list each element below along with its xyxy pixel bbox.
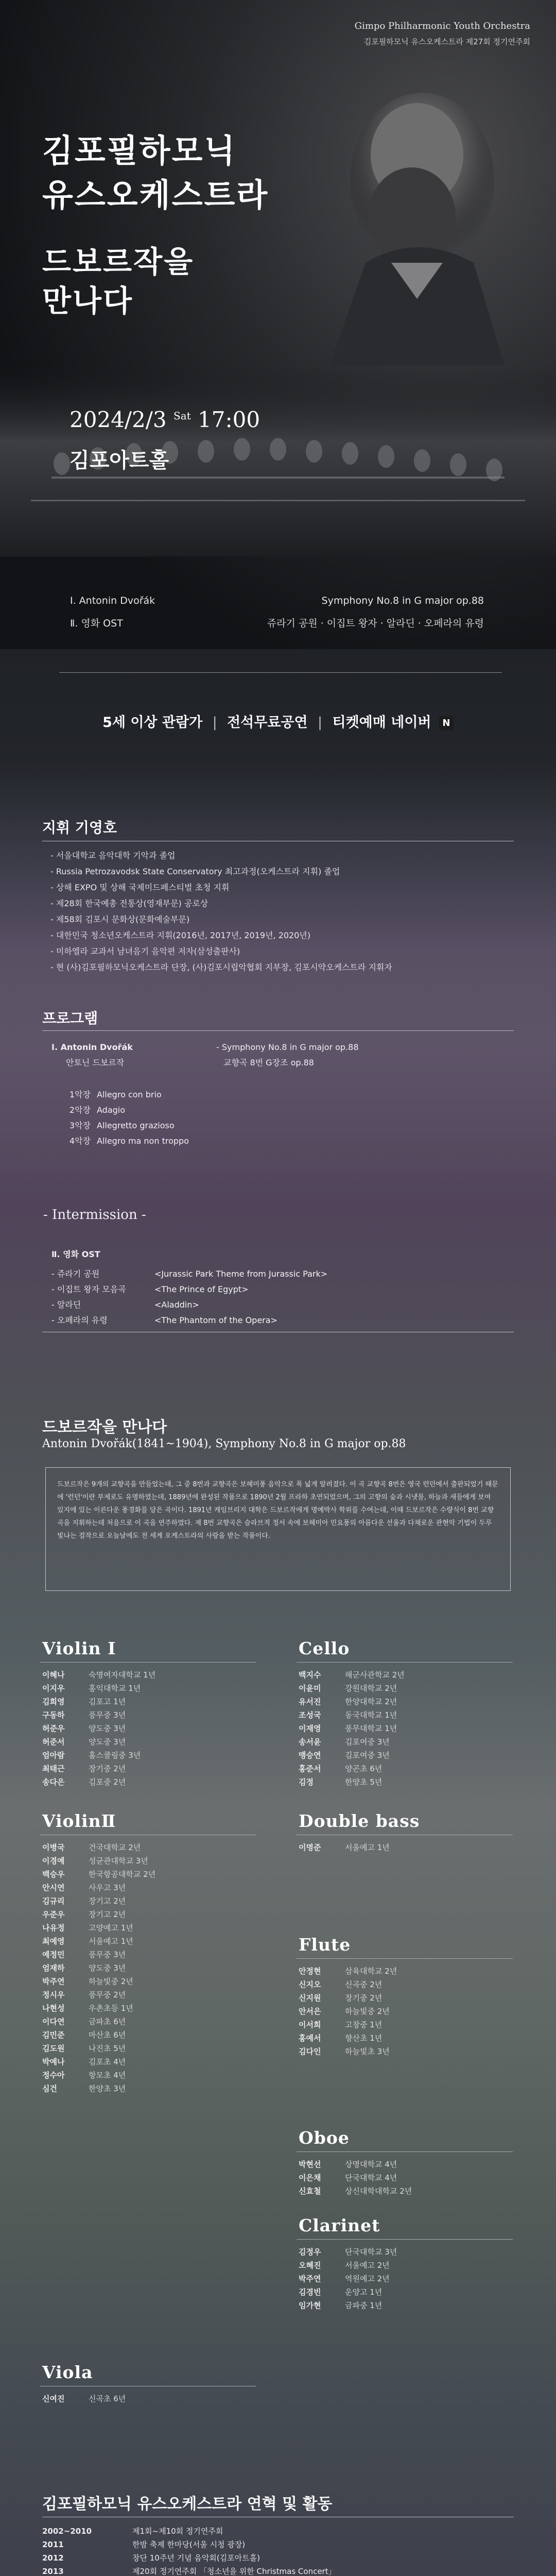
player-list — [42, 1841, 155, 2095]
history-year: 2013 — [42, 2567, 64, 2576]
conductor-bio-list — [50, 848, 392, 975]
player-name: 홍준서 — [299, 1764, 321, 1773]
instrument-divider — [297, 1958, 513, 1959]
player-name: 허준우 — [42, 1724, 65, 1733]
player-name: 예정민 — [42, 1950, 65, 1959]
player-name: 우준우 — [42, 1910, 65, 1919]
ost-item — [51, 1282, 327, 1297]
player-row — [299, 1964, 397, 1978]
intermission: - Intermission - — [43, 1207, 146, 1223]
player-name: 정수아 — [42, 2071, 65, 2080]
player-school: 신곡초 6년 — [89, 2394, 126, 2403]
bio-item: - 제58회 김포시 문화상(문화예술부문) — [50, 914, 190, 924]
player-name: 최예영 — [42, 1937, 65, 1946]
org-name-kr: 김포필하모닉 유스오케스트라 제27회 정기연주회 — [363, 37, 530, 46]
player-school: 김포여중 3년 — [345, 1737, 390, 1747]
player-name: 김정우 — [299, 2247, 321, 2257]
concert-subtitle — [42, 242, 194, 320]
player-name: 이재영 — [299, 1724, 321, 1733]
instrument-divider — [297, 2239, 513, 2240]
conductor-heading: 지휘 기영호 — [42, 819, 117, 836]
instrument-heading: Clarinet — [299, 2215, 380, 2235]
separator: | — [212, 715, 217, 731]
player-name: 김다인 — [299, 2047, 321, 2056]
player-school: 김포여중 3년 — [345, 1751, 390, 1760]
instrument-divider — [297, 1662, 513, 1663]
movement-name: Allegro con brio — [97, 1090, 162, 1099]
player-row — [42, 1921, 155, 1935]
hero-program-2-left: Ⅱ. 영화 OST — [70, 618, 123, 629]
player-school: 서울예고 1년 — [89, 1937, 133, 1946]
instrument-heading: Cello — [299, 1638, 350, 1658]
hero-program-1-right: Symphony No.8 in G major op.88 — [321, 595, 484, 606]
history-list — [42, 2524, 426, 2576]
player-school: 고양예고 1년 — [89, 1923, 133, 1933]
player-list — [299, 1841, 390, 1854]
player-name: 이병국 — [42, 1843, 65, 1852]
player-name: 김정 — [299, 1777, 314, 1787]
player-school: 풍무대학교 1년 — [345, 1724, 397, 1733]
part1-title: Ⅰ. Antonin Dvořák — [51, 1042, 133, 1052]
player-school: 신곡중 2년 — [345, 1980, 383, 1989]
player-name: 유서진 — [299, 1697, 321, 1706]
part1-work-kr: 교향곡 8번 G장조 op.88 — [223, 1058, 314, 1067]
player-row — [299, 2158, 412, 2171]
player-school: 상신대학대학교 2년 — [345, 2187, 412, 2196]
player-row — [42, 2055, 155, 2069]
movement-name: Allegretto grazioso — [97, 1121, 175, 1130]
player-row — [299, 1695, 405, 1708]
player-school: 고창중 1년 — [345, 2020, 383, 2029]
player-row — [42, 2042, 155, 2055]
ost-film: - 쥬라기 공원 — [51, 1269, 100, 1279]
player-school: 한양대학교 2년 — [345, 1697, 397, 1706]
player-school: 장기고 2년 — [89, 1896, 126, 1906]
free-admission: 전석무료공연 — [227, 715, 308, 731]
player-row — [42, 1935, 155, 1948]
ost-film: - 알라딘 — [51, 1300, 81, 1310]
player-school: 동국대학교 1년 — [345, 1710, 397, 1720]
bio-item: - 미하엘라 교과서 남녀음기 음악편 저자(삼성출판사) — [50, 946, 240, 956]
player-school: 장기중 2년 — [345, 1993, 383, 2003]
player-name: 김도원 — [42, 2044, 65, 2053]
concert-title — [42, 129, 269, 217]
player-school: 건국대학교 2년 — [89, 1843, 141, 1852]
player-row — [299, 1735, 405, 1749]
history-year: 2011 — [42, 2540, 64, 2549]
history-text: 한밤 축제 한마당(서울 시청 광장) — [132, 2540, 246, 2549]
player-row — [299, 1978, 397, 1991]
player-name: 신여진 — [42, 2394, 65, 2403]
player-name: 백승우 — [42, 1870, 65, 1879]
player-school: 역원예고 2년 — [345, 2274, 390, 2283]
player-name: 엄재하 — [42, 1963, 65, 1973]
concert-venue: 김포아트홀 — [70, 449, 169, 472]
player-row — [42, 2082, 155, 2095]
player-row — [299, 2285, 397, 2299]
player-school: 항모초 4년 — [89, 2071, 126, 2080]
player-list — [42, 2392, 126, 2405]
player-school: 마산초 6년 — [89, 2030, 126, 2040]
player-school: 한양초 5년 — [345, 1777, 383, 1787]
player-row — [42, 1908, 155, 1921]
movement-item — [51, 1103, 189, 1118]
player-row — [42, 1682, 155, 1695]
player-row — [299, 1708, 405, 1722]
ost-item — [51, 1297, 327, 1313]
player-name: 신지원 — [299, 1993, 321, 2003]
player-row — [42, 1735, 155, 1749]
player-row — [42, 2015, 155, 2028]
player-name: 조성국 — [299, 1710, 321, 1720]
player-list — [299, 2245, 397, 2312]
player-name: 맹승연 — [299, 1751, 321, 1760]
player-school: 홍익대학교 1년 — [89, 1684, 141, 1693]
player-row — [299, 2272, 397, 2285]
player-name: 박현선 — [299, 2160, 321, 2169]
part1-subtitle: 안토닌 드보르작 — [66, 1058, 125, 1067]
player-name: 박주연 — [299, 2274, 321, 2283]
player-row — [299, 1722, 405, 1735]
movement-num: 3악장 — [69, 1121, 91, 1130]
player-list — [299, 1668, 405, 1789]
ost-film: - 오페라의 유령 — [51, 1315, 108, 1325]
movement-list — [51, 1087, 189, 1149]
player-row — [299, 2299, 397, 2312]
player-school: 김포고 1년 — [89, 1697, 126, 1706]
player-list — [299, 2158, 412, 2198]
player-school: 하늘빛중 2년 — [345, 2007, 390, 2016]
player-name: 김희영 — [42, 1697, 65, 1706]
player-school: 사우고 3년 — [89, 1883, 126, 1892]
hero-program-2-right: 쥬라기 공원 · 이집트 왕자 · 알라딘 · 오페라의 유령 — [267, 618, 484, 629]
player-row — [299, 2031, 397, 2045]
movement-num: 2악장 — [69, 1105, 91, 1115]
player-school: 금파초 6년 — [89, 2017, 126, 2026]
player-name: 이서희 — [299, 2020, 321, 2029]
player-school: 양도중 3년 — [89, 1724, 126, 1733]
org-name-en: Gimpo Philharmonic Youth Orchestra — [354, 21, 530, 31]
bio-item: - 서울대학교 음악대학 기악과 졸업 — [50, 851, 176, 860]
player-name: 송서윤 — [299, 1737, 321, 1747]
player-school: 나진초 5년 — [89, 2044, 126, 2053]
player-row — [299, 1775, 405, 1789]
title-line-2: 유스오케스트라 — [42, 176, 269, 214]
player-row — [42, 1868, 155, 1881]
instrument-divider — [297, 2151, 513, 2152]
player-row — [299, 1668, 405, 1682]
player-name: 정시우 — [42, 1990, 65, 1999]
player-name: 안시연 — [42, 1883, 65, 1892]
subtitle-line-1: 드보르작을 — [42, 244, 195, 279]
player-school: 단국대학교 4년 — [345, 2173, 397, 2182]
naver-icon[interactable]: N — [439, 716, 454, 731]
about-subheading: Antonin Dvořák(1841~1904), Symphony No.8 in G major op.88 — [42, 1437, 406, 1450]
history-heading: 김포필하모닉 유스오케스트라 연혁 및 활동 — [42, 2495, 333, 2513]
player-school: 서울예고 1년 — [345, 1843, 390, 1852]
player-row — [42, 1722, 155, 1735]
player-name: 오혜진 — [299, 2261, 321, 2270]
program-part-1-work — [216, 1040, 359, 1071]
instrument-heading: Double bass — [299, 1811, 420, 1831]
player-row — [42, 1854, 155, 1868]
age-limit: 5세 이상 관람가 — [102, 715, 203, 731]
player-school: 한국항공대학교 2년 — [89, 1870, 156, 1879]
player-school: 삼육대학교 2년 — [345, 1967, 397, 1976]
player-row — [299, 1682, 405, 1695]
ost-piece: <Aladdin> — [154, 1300, 199, 1310]
history-row — [42, 2524, 426, 2538]
player-school: 양도중 3년 — [89, 1963, 126, 1973]
player-list — [42, 1668, 155, 1789]
player-school: 하늘빛중 2년 — [89, 1977, 133, 1986]
title-line-1: 김포필하모닉 — [42, 132, 237, 170]
instrument-heading: ViolinⅡ — [42, 1811, 116, 1831]
movement-item — [51, 1133, 189, 1149]
part2-title: Ⅱ. 영화 OST — [51, 1249, 100, 1259]
movement-num: 4악장 — [69, 1136, 91, 1146]
player-row — [299, 1841, 390, 1854]
bio-item: - 상해 EXPO 및 상해 국제미드페스티벌 초청 지휘 — [50, 883, 230, 892]
history-year: 2012 — [42, 2553, 64, 2563]
player-name: 나유정 — [42, 1923, 65, 1933]
player-row — [42, 1988, 155, 2002]
player-name: 안서은 — [299, 2007, 321, 2016]
instrument-heading: Oboe — [299, 2128, 350, 2148]
subtitle-line-2: 만나다 — [42, 283, 134, 318]
player-school: 홈스쿨링중 3년 — [89, 1751, 141, 1760]
program-part-2 — [51, 1247, 327, 1328]
player-name: 이지우 — [42, 1684, 65, 1693]
player-school: 양곤초 6년 — [345, 1764, 383, 1773]
player-name: 안정현 — [299, 1967, 321, 1976]
player-school: 하늘빛초 3년 — [345, 2047, 390, 2056]
player-name: 이은채 — [299, 2173, 321, 2182]
player-name: 송다은 — [42, 1777, 65, 1787]
info-bar — [0, 711, 556, 731]
bio-item: - 대한민국 청소년오케스트라 지휘(2016년, 2017년, 2019년, 2020년) — [50, 930, 311, 940]
part1-work: - Symphony No.8 in G major op.88 — [216, 1042, 359, 1052]
instrument-heading: Viola — [42, 2362, 93, 2382]
player-school: 장기고 2년 — [89, 1910, 126, 1919]
player-row — [299, 2259, 397, 2272]
player-row — [42, 1841, 155, 1854]
player-school: 김포초 4년 — [89, 2057, 126, 2066]
dvorak-portrait-image — [288, 77, 535, 366]
player-row — [299, 1762, 405, 1775]
history-text: 창단 10주년 기념 음악회(김포아트홀) — [132, 2553, 260, 2563]
player-school: 단국대학교 3년 — [345, 2247, 397, 2257]
player-row — [42, 1975, 155, 1988]
player-name: 허준서 — [42, 1737, 65, 1747]
player-name: 이경예 — [42, 1856, 65, 1866]
ost-item — [51, 1266, 327, 1282]
player-name: 박주연 — [42, 1977, 65, 1986]
player-name: 신효철 — [299, 2187, 321, 2196]
player-row — [42, 1775, 155, 1789]
history-row — [42, 2538, 426, 2551]
player-name: 신지오 — [299, 1980, 321, 1989]
player-name: 홍예서 — [299, 2033, 321, 2043]
player-row — [42, 1749, 155, 1762]
date-day: Sat — [173, 410, 191, 422]
date-value: 2024/2/3 — [70, 407, 167, 432]
bio-item: - 현 (사)김포필하모닉오케스트라 단장, (사)김포시립악협회 지부장, 김포시약오케스트라 지휘자 — [50, 962, 392, 972]
hero-section — [0, 0, 556, 649]
ost-item — [51, 1313, 327, 1328]
player-row — [299, 2245, 397, 2259]
bio-item: - Russia Petrozavodsk State Conservatory 최고과정(오케스트라 지휘) 졸업 — [50, 867, 340, 876]
player-name: 이명준 — [299, 1843, 321, 1852]
instrument-heading: Flute — [299, 1935, 351, 1955]
player-school: 풍무중 3년 — [89, 1710, 126, 1720]
history-year: 2002~2010 — [42, 2527, 92, 2536]
ost-piece: <The Phantom of the Opera> — [154, 1315, 277, 1325]
player-name: 김경빈 — [299, 2287, 321, 2297]
player-name: 이윤미 — [299, 1684, 321, 1693]
history-text: 제20회 정기연주회 「청소년을 위한 Christmas Concert」 — [132, 2567, 336, 2576]
program-part-1 — [51, 1040, 133, 1071]
section-divider — [42, 1030, 514, 1031]
player-school: 운양고 1년 — [345, 2287, 383, 2297]
movement-num: 1악장 — [69, 1090, 91, 1099]
player-row — [42, 1948, 155, 1961]
about-text-box: 드보르작은 9개의 교향곡을 만들었는데, 그 중 8번과 교향곡은 보헤미풍 음악으로 폭 넓게 알려졌다. 이 곡 교향곡 8번은 영국 런던에서 출판되었기 때문에 '런던'이란 부제로도 유명하였는데, 1889년에 완성된 작품으로 1890년 2월 프라하 초연되었으며, 그의 고향의 숲과 시냇물, 하늘과 새들에게 보여 있지에 있는 이른다운 풍경화를 담은 곡이다. 1891년 케임브리지 대학은 드보르작에게 명예박사 학위를 수여는데, 이때 드보르작은 수량식이 8번 교향곡을 지휘하는데 처음으로 이 곡을 연주하였다. 제 8번 교향곡은 슬라브적 정서 속에 보헤미아 민요풍의 아름다운 선율과 다채로운 관현악 기법이 두루 빛나는 걸작으로 오늘날에도 전 세계 오케스트라의 사랑을 받는 작품이다. — [45, 1467, 511, 1591]
player-row — [299, 2171, 412, 2184]
player-school: 풍무중 2년 — [89, 1990, 126, 1999]
player-school: 풍무중 3년 — [89, 1950, 126, 1959]
ost-piece: <The Prince of Egypt> — [154, 1284, 249, 1294]
player-name: 임가현 — [299, 2301, 321, 2310]
player-row — [42, 2069, 155, 2082]
player-row — [299, 2005, 397, 2018]
player-row — [299, 2018, 397, 2031]
player-row — [42, 1894, 155, 1908]
player-row — [42, 2002, 155, 2015]
instrument-heading: Violin Ⅰ — [42, 1638, 116, 1658]
player-school: 서울예고 2년 — [345, 2261, 390, 2270]
player-school: 상명대학교 4년 — [345, 2160, 397, 2169]
ost-piece: <Jurassic Park Theme from Jurassic Park> — [154, 1269, 328, 1279]
program-heading: 프로그램 — [42, 1010, 98, 1027]
player-school: 해군사관학교 2년 — [345, 1670, 405, 1680]
player-school: 금파중 1년 — [345, 2301, 383, 2310]
player-name: 이다연 — [42, 2017, 65, 2026]
player-row — [42, 1668, 155, 1682]
separator: | — [318, 715, 323, 731]
movement-name: Adagio — [97, 1105, 126, 1115]
ost-film: - 이집트 왕자 모음곡 — [51, 1284, 126, 1294]
player-school: 성균관대학교 3년 — [89, 1856, 148, 1866]
movement-item — [51, 1087, 189, 1103]
player-row — [42, 2028, 155, 2042]
player-name: 최태근 — [42, 1764, 65, 1773]
history-text: 제1회~제10회 정기연주회 — [132, 2527, 223, 2536]
player-school: 향산초 1년 — [345, 2033, 383, 2043]
bio-item: - 제28회 한국예총 전통상(영재부문) 공로상 — [50, 899, 208, 908]
player-row — [42, 2392, 126, 2405]
player-name: 김민준 — [42, 2030, 65, 2040]
player-name: 김규리 — [42, 1896, 65, 1906]
ticket-link[interactable]: 티켓예매 네이버 — [332, 715, 431, 731]
player-name: 이혜나 — [42, 1670, 65, 1680]
player-row — [299, 2184, 412, 2198]
player-row — [42, 1762, 155, 1775]
player-row — [42, 1708, 155, 1722]
player-school: 한양초 3년 — [89, 2084, 126, 2093]
player-school: 숙명여자대학교 1년 — [89, 1670, 156, 1680]
player-school: 강원대학교 2년 — [345, 1684, 397, 1693]
player-row — [42, 1961, 155, 1975]
history-row — [42, 2551, 426, 2565]
date-time: 17:00 — [198, 407, 260, 432]
player-name: 백지수 — [299, 1670, 321, 1680]
player-row — [299, 1991, 397, 2005]
player-name: 나현성 — [42, 2004, 65, 2013]
player-school: 양도중 3년 — [89, 1737, 126, 1747]
player-row — [299, 1749, 405, 1762]
player-row — [42, 1695, 155, 1708]
hero-program-1-left: Ⅰ. Antonin Dvořák — [70, 595, 155, 606]
history-row — [42, 2565, 426, 2576]
about-heading: 드보르작을 만나다 — [42, 1418, 167, 1436]
concert-date — [70, 407, 260, 432]
player-name: 박예나 — [42, 2057, 65, 2066]
player-name: 심건 — [42, 2084, 57, 2093]
movement-name: Allegro ma non troppo — [97, 1136, 189, 1146]
player-school: 우촌초등 1년 — [89, 2004, 133, 2013]
player-row — [299, 2045, 397, 2058]
instrument-divider — [40, 1662, 256, 1663]
divider — [59, 672, 502, 673]
player-school: 장기중 2년 — [89, 1764, 126, 1773]
movement-item — [51, 1118, 189, 1133]
player-name: 엄아람 — [42, 1751, 65, 1760]
player-name: 구동하 — [42, 1710, 65, 1720]
player-school: 김포중 2년 — [89, 1777, 126, 1787]
player-row — [42, 1881, 155, 1894]
player-list — [299, 1964, 397, 2058]
